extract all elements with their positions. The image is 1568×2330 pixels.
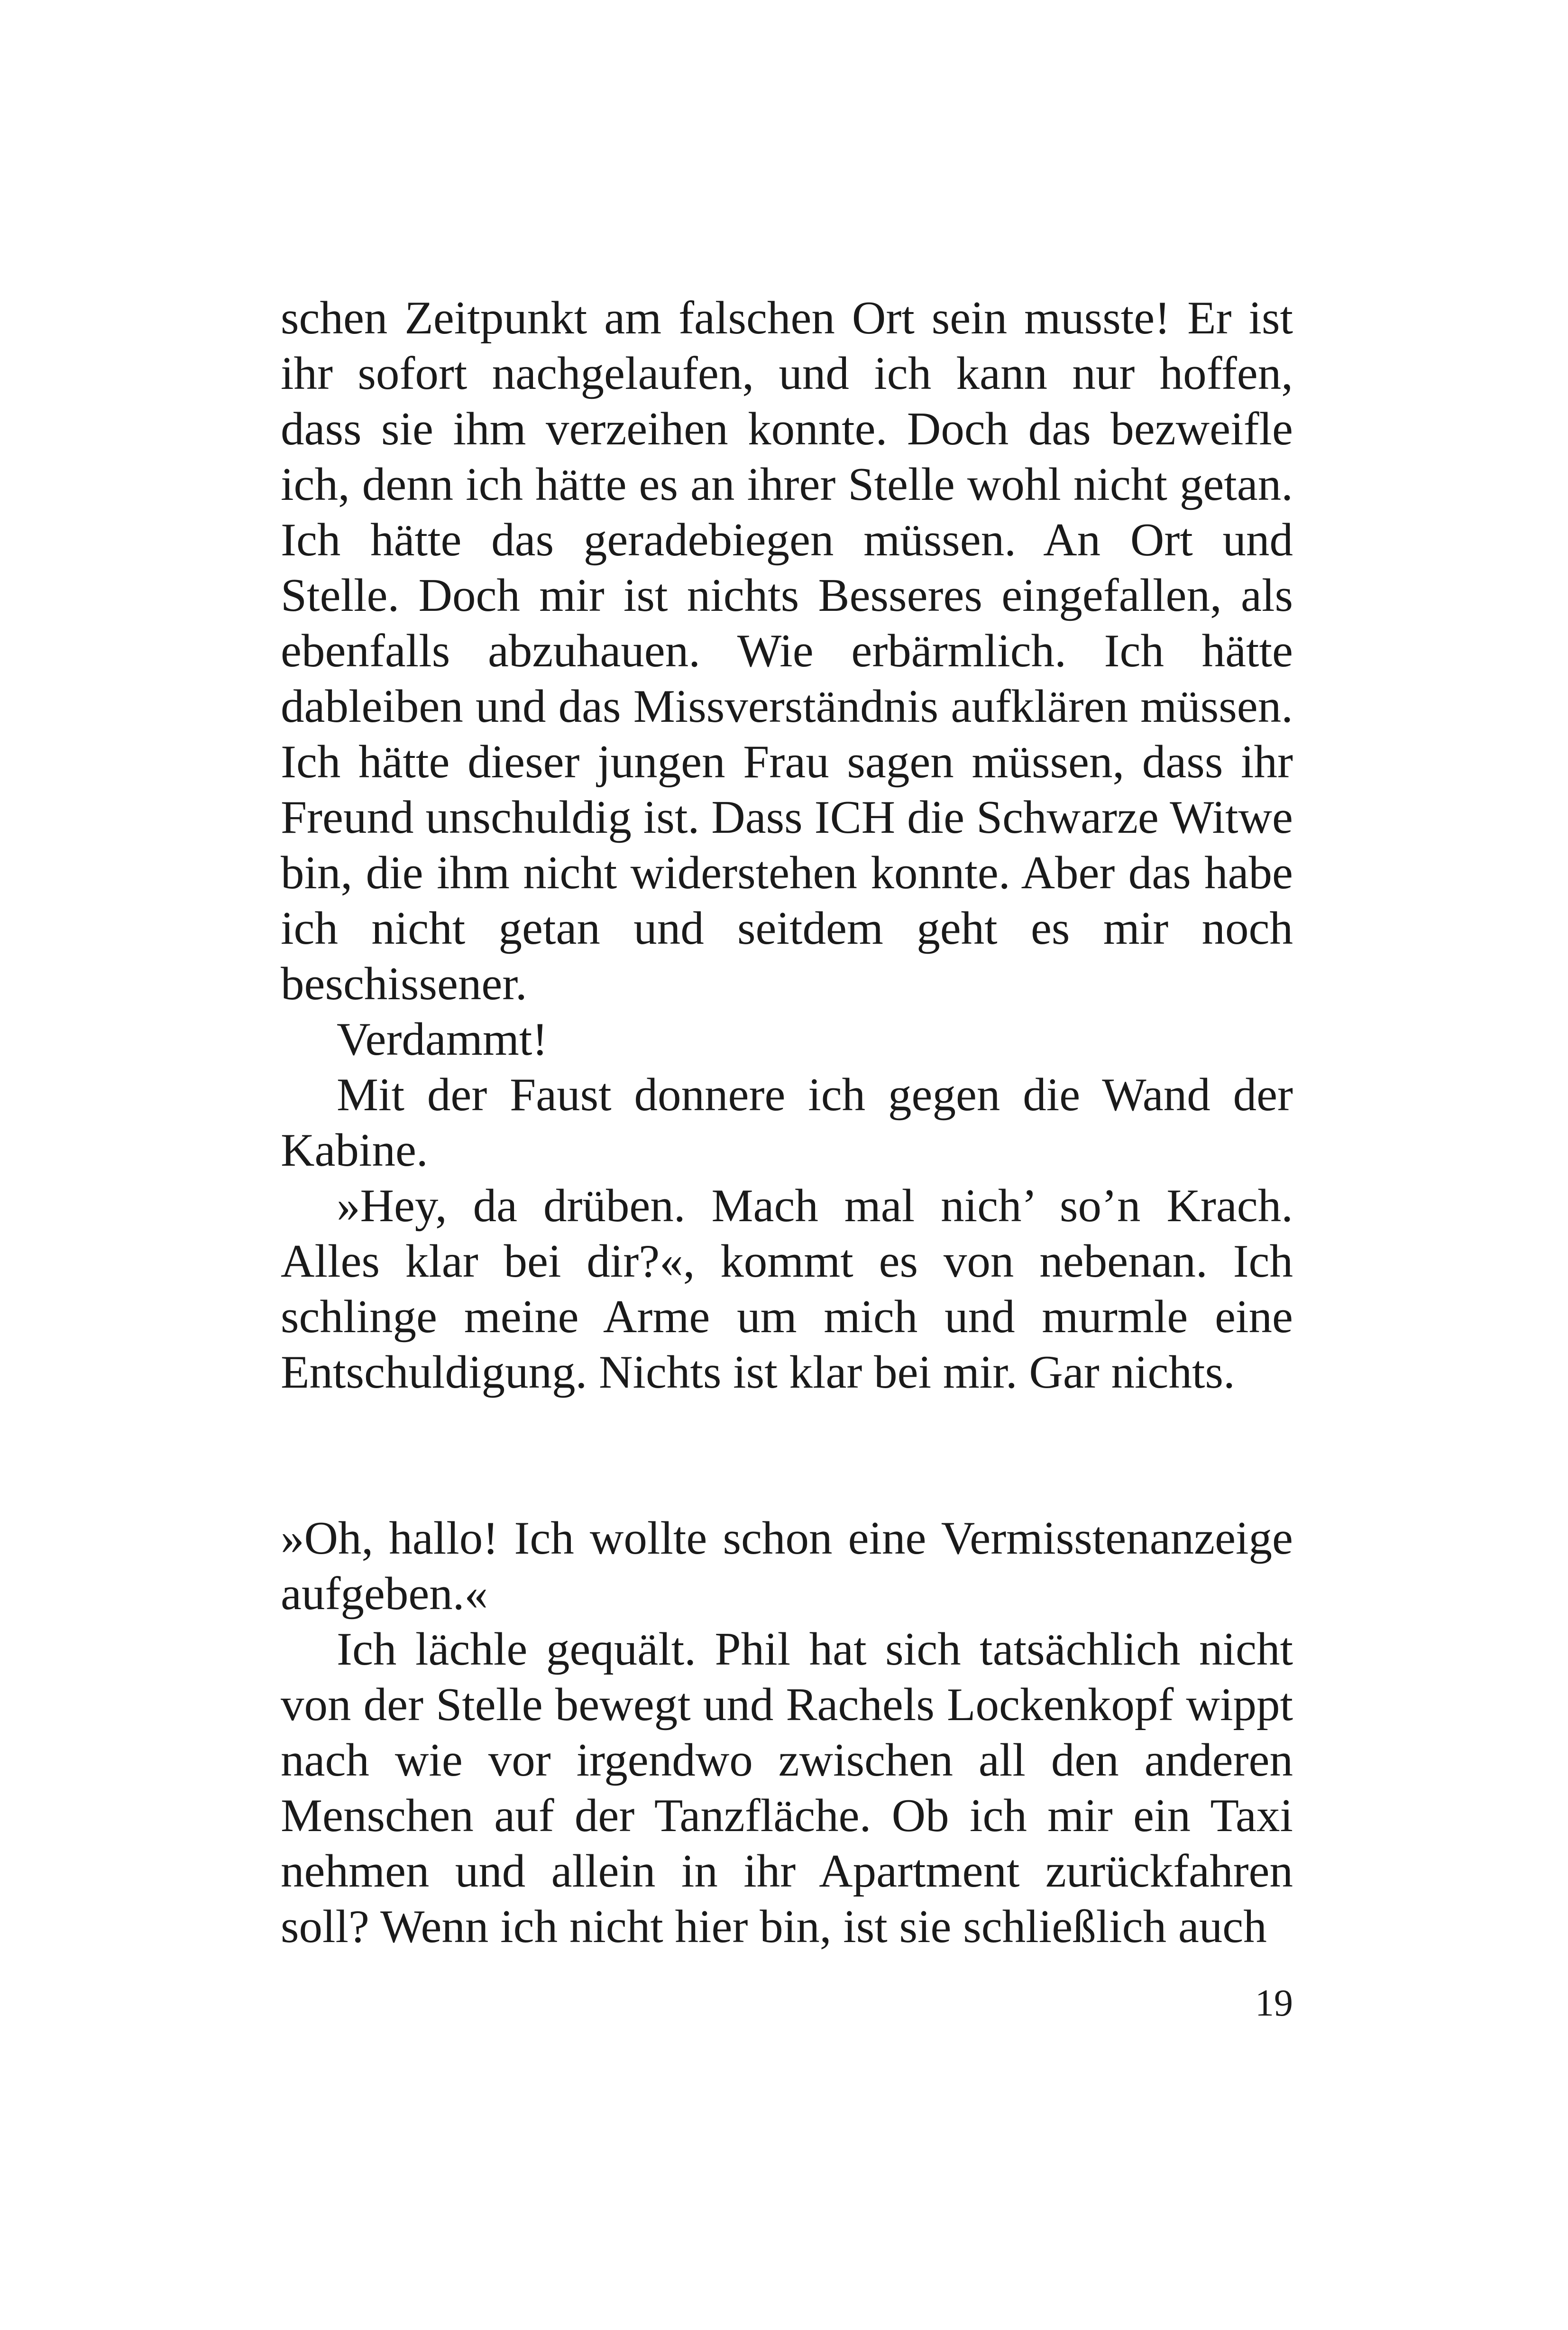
paragraph-faust: Mit der Faust donnere ich gegen die Wand der Kabine. xyxy=(281,1069,1293,1176)
paragraph-verdammt: Verdammt! xyxy=(337,1013,548,1065)
paragraph-laechle: Ich lächle gequält. Phil hat sich tatsächlich nicht von der Stelle bewegt und Rachels Lockenkopf wippt nach wie vor irgendwo zwischen all den anderen Menschen auf der Tanzfläche. Ob ich mir ein Taxi nehmen und allein in ihr Apartment zurückfahren soll? Wenn ich nicht hier bin, ist sie schließlich auch xyxy=(281,1623,1293,1952)
text-section-two xyxy=(281,1510,1293,1954)
paragraph-continuation: schen Zeitpunkt am falschen Ort sein musste! Er ist ihr sofort nachgelaufen, und ich kann nur hoffen, dass sie ihm verzeihen konnte. Doch das bezweifle ich, denn ich hätte es an ihrer Stelle wohl nicht getan. Ich hätte das geradebiegen müssen. An Ort und Stelle. Doch mir ist nichts Besseres eingefallen, als ebenfalls abzuhauen. Wie erbärmlich. Ich hätte dableiben und das Missverständnis aufklären müssen. Ich hätte dieser jungen Frau sagen müssen, dass ihr Freund unschuldig ist. Dass ICH die Schwarze Witwe bin, die ihm nicht widerstehen konnte. Aber das habe ich nicht getan und seitdem geht es mir noch beschissener. xyxy=(281,292,1293,1010)
page-number: 19 xyxy=(1255,1982,1293,2024)
text-section-one xyxy=(281,290,1293,1400)
paragraph-oh-hallo: »Oh, hallo! Ich wollte schon eine Vermisstenanzeige aufgeben.« xyxy=(281,1512,1293,1620)
paragraph-hey: »Hey, da drüben. Mach mal nich’ so’n Krach. Alles klar bei dir?«, kommt es von nebenan. Ich schlinge meine Arme um mich und murmle eine Entschuldigung. Nichts ist klar bei mir. Gar nichts. xyxy=(281,1180,1293,1398)
